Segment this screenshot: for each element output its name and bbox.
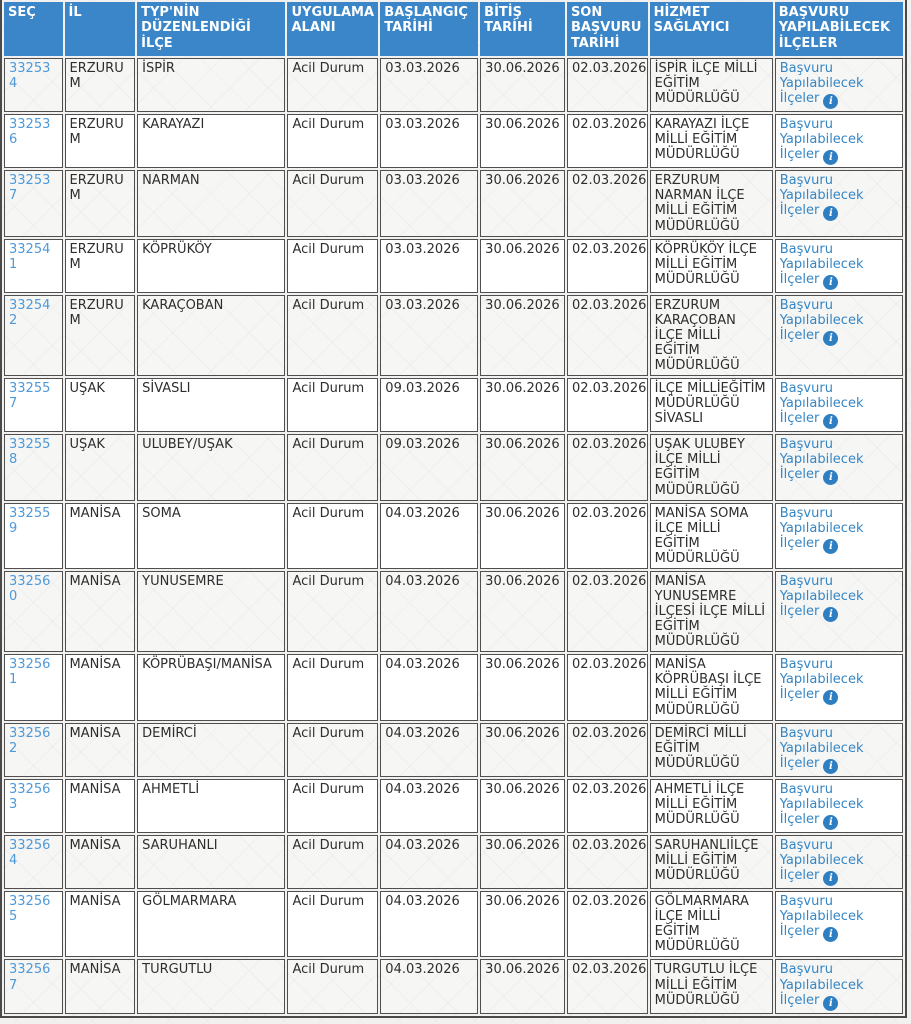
cell-son-basvuru-tarihi: 02.03.2026 bbox=[567, 58, 648, 112]
table-row bbox=[4, 503, 903, 569]
apply-districts-link[interactable]: Başvuru Yapılabilecek İlçeler i bbox=[779, 725, 864, 772]
cell-hizmet-saglayici: UŞAK ULUBEY İLÇE MİLLİ EĞİTİM MÜDÜRLÜĞÜ bbox=[650, 434, 773, 500]
cell-hizmet-saglayici: MANİSA YUNUSEMRE İLÇESİ İLÇE MİLLİ EĞİTİM MÜDÜRLÜĞÜ bbox=[650, 571, 773, 652]
listing-id-link[interactable]: 332561 bbox=[9, 657, 51, 688]
info-icon[interactable]: i bbox=[823, 206, 838, 221]
info-icon[interactable]: i bbox=[823, 150, 838, 165]
cell-hizmet-saglayici: TURGUTLU İLÇE MİLLİ EĞİTİM MÜDÜRLÜĞÜ bbox=[650, 959, 773, 1013]
apply-districts-link[interactable]: Başvuru Yapılabilecek İlçeler i bbox=[779, 505, 864, 552]
cell-il: ERZURUM bbox=[65, 170, 136, 236]
cell-sec bbox=[4, 654, 63, 720]
cell-son-basvuru-tarihi: 02.03.2026 bbox=[567, 170, 648, 236]
cell-il: ERZURUM bbox=[65, 114, 136, 168]
info-icon[interactable]: i bbox=[823, 607, 838, 622]
cell-ilce: YUNUSEMRE bbox=[137, 571, 285, 652]
cell-ilce: SOMA bbox=[137, 503, 285, 569]
cell-il: MANİSA bbox=[65, 571, 136, 652]
cell-hizmet-saglayici: GÖLMARMARA İLÇE MİLLİ EĞİTİM MÜDÜRLÜĞÜ bbox=[650, 891, 773, 957]
cell-uygulama-alani: Acil Durum bbox=[287, 959, 378, 1013]
cell-hizmet-saglayici: DEMİRCİ MİLLİ EĞİTİM MÜDÜRLÜĞÜ bbox=[650, 723, 773, 777]
cell-basvuru-ilceler bbox=[775, 378, 903, 432]
listing-id-link[interactable]: 332541 bbox=[9, 241, 51, 272]
cell-hizmet-saglayici: ERZURUM KARAÇOBAN İLÇE MİLLİ EĞİTİM MÜDÜRLÜĞÜ bbox=[650, 295, 773, 376]
cell-basvuru-ilceler bbox=[775, 779, 903, 833]
cell-bitis-tarihi: 30.06.2026 bbox=[480, 114, 565, 168]
listing-id-link[interactable]: 332536 bbox=[9, 117, 51, 148]
apply-districts-link[interactable]: Başvuru Yapılabilecek İlçeler i bbox=[779, 117, 864, 164]
column-header: UYGULAMA ALANI bbox=[287, 2, 378, 56]
cell-hizmet-saglayici: SARUHANLIİLÇE MİLLİ EĞİTİM MÜDÜRLÜĞÜ bbox=[650, 835, 773, 889]
apply-districts-link[interactable]: Başvuru Yapılabilecek İlçeler i bbox=[779, 894, 864, 941]
apply-districts-link[interactable]: Başvuru Yapılabilecek İlçeler i bbox=[779, 657, 864, 704]
cell-son-basvuru-tarihi: 02.03.2026 bbox=[567, 434, 648, 500]
listing-id-link[interactable]: 332537 bbox=[9, 173, 51, 204]
cell-uygulama-alani: Acil Durum bbox=[287, 503, 378, 569]
cell-bitis-tarihi: 30.06.2026 bbox=[480, 891, 565, 957]
cell-sec bbox=[4, 378, 63, 432]
apply-districts-link[interactable]: Başvuru Yapılabilecek İlçeler i bbox=[779, 173, 864, 220]
cell-son-basvuru-tarihi: 02.03.2026 bbox=[567, 114, 648, 168]
cell-sec bbox=[4, 114, 63, 168]
column-header: BAŞVURU YAPILABİLECEK İLÇELER bbox=[775, 2, 903, 56]
cell-uygulama-alani: Acil Durum bbox=[287, 295, 378, 376]
cell-basvuru-ilceler bbox=[775, 959, 903, 1013]
listing-id-link[interactable]: 332563 bbox=[9, 781, 51, 812]
cell-basvuru-ilceler bbox=[775, 571, 903, 652]
table-row bbox=[4, 779, 903, 833]
cell-basvuru-ilceler bbox=[775, 503, 903, 569]
cell-hizmet-saglayici: İSPİR İLÇE MİLLİ EĞİTİM MÜDÜRLÜĞÜ bbox=[650, 58, 773, 112]
cell-sec bbox=[4, 571, 63, 652]
cell-uygulama-alani: Acil Durum bbox=[287, 114, 378, 168]
table-row bbox=[4, 378, 903, 432]
cell-basvuru-ilceler bbox=[775, 170, 903, 236]
cell-hizmet-saglayici: İLÇE MİLLİEĞİTİM MÜDÜRLÜĞÜ SİVASLI bbox=[650, 378, 773, 432]
cell-il: ERZURUM bbox=[65, 58, 136, 112]
cell-bitis-tarihi: 30.06.2026 bbox=[480, 378, 565, 432]
cell-bitis-tarihi: 30.06.2026 bbox=[480, 170, 565, 236]
cell-baslangic-tarihi: 04.03.2026 bbox=[380, 503, 478, 569]
cell-il: ERZURUM bbox=[65, 295, 136, 376]
column-header: BAŞLANGIÇ TARİHİ bbox=[380, 2, 478, 56]
cell-hizmet-saglayici: KÖPRÜKÖY İLÇE MİLLİ EĞİTİM MÜDÜRLÜĞÜ bbox=[650, 239, 773, 293]
listing-id-link[interactable]: 332565 bbox=[9, 894, 51, 925]
cell-son-basvuru-tarihi: 02.03.2026 bbox=[567, 239, 648, 293]
cell-son-basvuru-tarihi: 02.03.2026 bbox=[567, 891, 648, 957]
cell-il: MANİSA bbox=[65, 723, 136, 777]
column-header: HİZMET SAĞLAYICI bbox=[650, 2, 773, 56]
cell-sec bbox=[4, 434, 63, 500]
table-row bbox=[4, 891, 903, 957]
table-header-row bbox=[4, 2, 903, 56]
cell-sec bbox=[4, 959, 63, 1013]
cell-bitis-tarihi: 30.06.2026 bbox=[480, 835, 565, 889]
cell-uygulama-alani: Acil Durum bbox=[287, 779, 378, 833]
cell-son-basvuru-tarihi: 02.03.2026 bbox=[567, 503, 648, 569]
cell-bitis-tarihi: 30.06.2026 bbox=[480, 959, 565, 1013]
cell-bitis-tarihi: 30.06.2026 bbox=[480, 58, 565, 112]
table-row bbox=[4, 295, 903, 376]
cell-ilce: İSPİR bbox=[137, 58, 285, 112]
info-icon[interactable]: i bbox=[823, 927, 838, 942]
cell-baslangic-tarihi: 03.03.2026 bbox=[380, 295, 478, 376]
info-icon[interactable]: i bbox=[823, 470, 838, 485]
cell-basvuru-ilceler bbox=[775, 835, 903, 889]
cell-son-basvuru-tarihi: 02.03.2026 bbox=[567, 723, 648, 777]
cell-uygulama-alani: Acil Durum bbox=[287, 378, 378, 432]
info-icon[interactable]: i bbox=[823, 414, 838, 429]
cell-bitis-tarihi: 30.06.2026 bbox=[480, 779, 565, 833]
cell-hizmet-saglayici: ERZURUM NARMAN İLÇE MİLLİ EĞİTİM MÜDÜRLÜĞÜ bbox=[650, 170, 773, 236]
cell-baslangic-tarihi: 04.03.2026 bbox=[380, 891, 478, 957]
cell-baslangic-tarihi: 03.03.2026 bbox=[380, 114, 478, 168]
cell-uygulama-alani: Acil Durum bbox=[287, 239, 378, 293]
cell-basvuru-ilceler bbox=[775, 723, 903, 777]
listing-id-link[interactable]: 332564 bbox=[9, 837, 51, 869]
column-header: SON BAŞVURU TARİHİ bbox=[567, 2, 648, 56]
cell-ilce: GÖLMARMARA bbox=[137, 891, 285, 957]
cell-son-basvuru-tarihi: 02.03.2026 bbox=[567, 654, 648, 720]
apply-districts-link[interactable]: Başvuru Yapılabilecek İlçeler i bbox=[779, 781, 864, 828]
table-row bbox=[4, 434, 903, 500]
table-row bbox=[4, 571, 903, 652]
cell-uygulama-alani: Acil Durum bbox=[287, 723, 378, 777]
cell-basvuru-ilceler bbox=[775, 114, 903, 168]
info-icon[interactable]: i bbox=[823, 94, 838, 109]
cell-ilce: DEMİRCİ bbox=[137, 723, 285, 777]
cell-baslangic-tarihi: 09.03.2026 bbox=[380, 434, 478, 500]
column-header: İL bbox=[65, 2, 136, 56]
cell-ilce: NARMAN bbox=[137, 170, 285, 236]
cell-son-basvuru-tarihi: 02.03.2026 bbox=[567, 378, 648, 432]
cell-baslangic-tarihi: 04.03.2026 bbox=[380, 779, 478, 833]
apply-districts-link[interactable]: Başvuru Yapılabilecek İlçeler i bbox=[779, 381, 864, 428]
cell-sec bbox=[4, 835, 63, 889]
cell-ilce: TURGUTLU bbox=[137, 959, 285, 1013]
cell-baslangic-tarihi: 09.03.2026 bbox=[380, 378, 478, 432]
table-row bbox=[4, 170, 903, 236]
cell-il: MANİSA bbox=[65, 835, 136, 889]
listing-id-link[interactable]: 332557 bbox=[9, 381, 51, 412]
cell-ilce: KARAYAZI bbox=[137, 114, 285, 168]
info-icon[interactable]: i bbox=[823, 690, 838, 705]
cell-basvuru-ilceler bbox=[775, 295, 903, 376]
table-row bbox=[4, 835, 903, 889]
apply-districts-link[interactable]: Başvuru Yapılabilecek İlçeler i bbox=[779, 297, 864, 344]
info-icon[interactable]: i bbox=[823, 871, 838, 886]
column-header: SEÇ bbox=[4, 2, 63, 56]
cell-sec bbox=[4, 239, 63, 293]
listing-id-link[interactable]: 332558 bbox=[9, 437, 51, 468]
cell-basvuru-ilceler bbox=[775, 434, 903, 500]
cell-il: MANİSA bbox=[65, 959, 136, 1013]
cell-uygulama-alani: Acil Durum bbox=[287, 571, 378, 652]
listing-id-link[interactable]: 332559 bbox=[9, 505, 51, 536]
cell-ilce: KÖPRÜKÖY bbox=[137, 239, 285, 293]
cell-ilce: AHMETLİ bbox=[137, 779, 285, 833]
column-header: TYP'NİN DÜZENLENDİĞİ İLÇE bbox=[137, 2, 285, 56]
cell-ilce: ULUBEY/UŞAK bbox=[137, 434, 285, 500]
cell-il: UŞAK bbox=[65, 434, 136, 500]
info-icon[interactable]: i bbox=[823, 759, 838, 774]
cell-il: UŞAK bbox=[65, 378, 136, 432]
table-body bbox=[4, 58, 903, 1014]
cell-bitis-tarihi: 30.06.2026 bbox=[480, 295, 565, 376]
cell-sec bbox=[4, 503, 63, 569]
cell-baslangic-tarihi: 04.03.2026 bbox=[380, 571, 478, 652]
cell-il: MANİSA bbox=[65, 779, 136, 833]
listing-id-link[interactable]: 332534 bbox=[9, 60, 51, 92]
listing-id-link[interactable]: 332542 bbox=[9, 297, 51, 328]
apply-districts-link[interactable]: Başvuru Yapılabilecek İlçeler i bbox=[779, 60, 864, 108]
cell-il: MANİSA bbox=[65, 654, 136, 720]
table-row bbox=[4, 654, 903, 720]
info-icon[interactable]: i bbox=[823, 996, 838, 1011]
cell-il: ERZURUM bbox=[65, 239, 136, 293]
cell-bitis-tarihi: 30.06.2026 bbox=[480, 571, 565, 652]
cell-baslangic-tarihi: 03.03.2026 bbox=[380, 239, 478, 293]
apply-districts-link[interactable]: Başvuru Yapılabilecek İlçeler i bbox=[779, 573, 864, 621]
cell-bitis-tarihi: 30.06.2026 bbox=[480, 503, 565, 569]
cell-uygulama-alani: Acil Durum bbox=[287, 654, 378, 720]
cell-basvuru-ilceler bbox=[775, 58, 903, 112]
table-row bbox=[4, 723, 903, 777]
cell-basvuru-ilceler bbox=[775, 654, 903, 720]
cell-bitis-tarihi: 30.06.2026 bbox=[480, 239, 565, 293]
cell-baslangic-tarihi: 04.03.2026 bbox=[380, 835, 478, 889]
cell-sec bbox=[4, 779, 63, 833]
cell-baslangic-tarihi: 04.03.2026 bbox=[380, 654, 478, 720]
apply-districts-link[interactable]: Başvuru Yapılabilecek İlçeler i bbox=[779, 837, 864, 885]
cell-uygulama-alani: Acil Durum bbox=[287, 170, 378, 236]
cell-son-basvuru-tarihi: 02.03.2026 bbox=[567, 571, 648, 652]
cell-ilce: SİVASLI bbox=[137, 378, 285, 432]
cell-son-basvuru-tarihi: 02.03.2026 bbox=[567, 779, 648, 833]
apply-districts-link[interactable]: Başvuru Yapılabilecek İlçeler i bbox=[779, 241, 864, 288]
listing-id-link[interactable]: 332562 bbox=[9, 725, 51, 756]
cell-uygulama-alani: Acil Durum bbox=[287, 891, 378, 957]
cell-baslangic-tarihi: 03.03.2026 bbox=[380, 58, 478, 112]
cell-ilce: KÖPRÜBAŞI/MANİSA bbox=[137, 654, 285, 720]
cell-sec bbox=[4, 58, 63, 112]
info-icon[interactable]: i bbox=[823, 539, 838, 554]
cell-uygulama-alani: Acil Durum bbox=[287, 835, 378, 889]
cell-basvuru-ilceler bbox=[775, 239, 903, 293]
table-row bbox=[4, 959, 903, 1013]
cell-bitis-tarihi: 30.06.2026 bbox=[480, 723, 565, 777]
info-icon[interactable]: i bbox=[823, 331, 838, 346]
cell-il: MANİSA bbox=[65, 891, 136, 957]
table-row bbox=[4, 239, 903, 293]
apply-districts-link[interactable]: Başvuru Yapılabilecek İlçeler i bbox=[779, 437, 864, 484]
listing-id-link[interactable]: 332560 bbox=[9, 573, 51, 605]
cell-basvuru-ilceler bbox=[775, 891, 903, 957]
info-icon[interactable]: i bbox=[823, 815, 838, 830]
cell-son-basvuru-tarihi: 02.03.2026 bbox=[567, 295, 648, 376]
cell-bitis-tarihi: 30.06.2026 bbox=[480, 434, 565, 500]
cell-sec bbox=[4, 891, 63, 957]
listing-id-link[interactable]: 332567 bbox=[9, 962, 51, 993]
info-icon[interactable]: i bbox=[823, 275, 838, 290]
column-header: BİTİŞ TARİHİ bbox=[480, 2, 565, 56]
cell-hizmet-saglayici: MANİSA KÖPRÜBAŞI İLÇE MİLLİ EĞİTİM MÜDÜRLÜĞÜ bbox=[650, 654, 773, 720]
cell-uygulama-alani: Acil Durum bbox=[287, 434, 378, 500]
cell-il: MANİSA bbox=[65, 503, 136, 569]
cell-bitis-tarihi: 30.06.2026 bbox=[480, 654, 565, 720]
cell-baslangic-tarihi: 04.03.2026 bbox=[380, 723, 478, 777]
cell-ilce: KARAÇOBAN bbox=[137, 295, 285, 376]
apply-districts-link[interactable]: Başvuru Yapılabilecek İlçeler i bbox=[779, 962, 864, 1009]
cell-son-basvuru-tarihi: 02.03.2026 bbox=[567, 835, 648, 889]
cell-ilce: SARUHANLI bbox=[137, 835, 285, 889]
cell-sec bbox=[4, 295, 63, 376]
cell-hizmet-saglayici: KARAYAZI İLÇE MİLLİ EĞİTİM MÜDÜRLÜĞÜ bbox=[650, 114, 773, 168]
cell-uygulama-alani: Acil Durum bbox=[287, 58, 378, 112]
table-row bbox=[4, 58, 903, 112]
cell-sec bbox=[4, 723, 63, 777]
cell-sec bbox=[4, 170, 63, 236]
cell-hizmet-saglayici: AHMETLİ İLÇE MİLLİ EĞİTİM MÜDÜRLÜĞÜ bbox=[650, 779, 773, 833]
cell-hizmet-saglayici: MANİSA SOMA İLÇE MİLLİ EĞİTİM MÜDÜRLÜĞÜ bbox=[650, 503, 773, 569]
cell-baslangic-tarihi: 03.03.2026 bbox=[380, 170, 478, 236]
table-row bbox=[4, 114, 903, 168]
cell-baslangic-tarihi: 04.03.2026 bbox=[380, 959, 478, 1013]
cell-son-basvuru-tarihi: 02.03.2026 bbox=[567, 959, 648, 1013]
